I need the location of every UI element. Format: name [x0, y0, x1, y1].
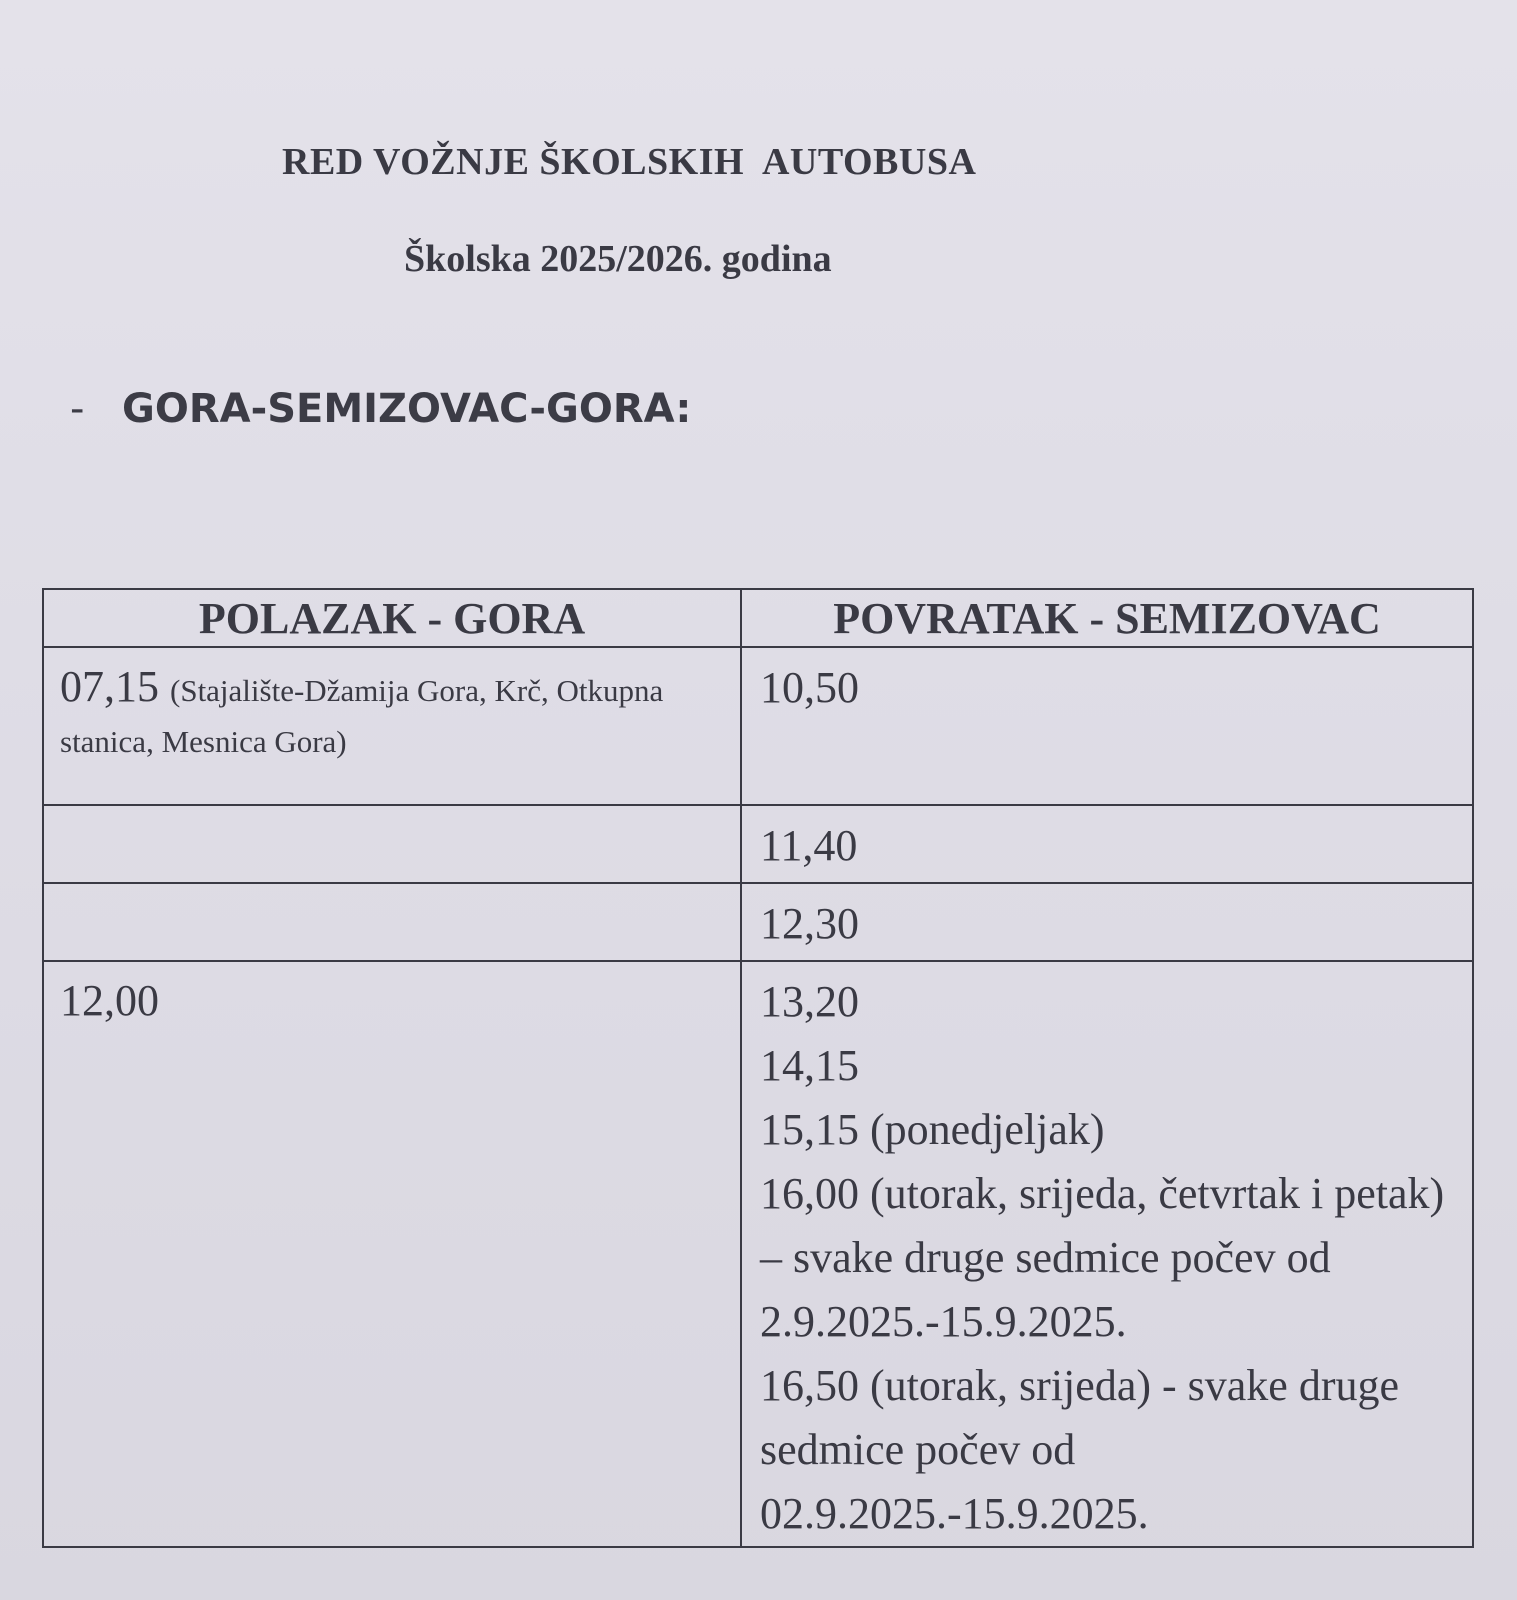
return-cell [741, 805, 1473, 883]
return-cell [741, 883, 1473, 961]
document-title: RED VOŽNJE ŠKOLSKIH AUTOBUSA [282, 141, 977, 183]
return-time: 10,50 [760, 663, 859, 712]
return-cell [741, 961, 1473, 1547]
table-row [43, 961, 1473, 1547]
route-bullet: - [70, 386, 85, 432]
departure-cell [43, 883, 741, 961]
route-name: GORA-SEMIZOVAC-GORA: [122, 386, 692, 432]
header-return: POVRATAK - SEMIZOVAC [741, 589, 1473, 647]
return-time: 12,30 [760, 899, 859, 948]
document-subtitle: Školska 2025/2026. godina [404, 238, 832, 280]
table-row [43, 647, 1473, 805]
departure-cell [43, 961, 741, 1547]
table-header-row [43, 589, 1473, 647]
return-time: 16,00 (utorak, srijeda, četvrtak i petak) – svake druge sedmice počev od 2.9.2025.-15.9.2025. [760, 1169, 1445, 1346]
return-time: 16,50 (utorak, srijeda) - svake druge sedmice počev od 02.9.2025.-15.9.2025. [760, 1361, 1400, 1538]
return-time: 14,15 [760, 1041, 859, 1090]
schedule-table [42, 588, 1474, 1548]
departure-cell [43, 805, 741, 883]
table-row [43, 883, 1473, 961]
return-time: 13,20 [760, 977, 859, 1026]
departure-cell [43, 647, 741, 805]
return-time: 11,40 [760, 821, 858, 870]
departure-time: 12,00 [60, 976, 159, 1025]
header-departure: POLAZAK - GORA [43, 589, 741, 647]
departure-time: 07,15 [60, 662, 159, 711]
return-cell [741, 647, 1473, 805]
table-row [43, 805, 1473, 883]
return-time: 15,15 (ponedjeljak) [760, 1105, 1105, 1154]
route-heading [70, 386, 691, 432]
departure-note: (Stajalište-Džamija Gora, Krč, Otkupna stanica, Mesnica Gora) [60, 673, 664, 759]
